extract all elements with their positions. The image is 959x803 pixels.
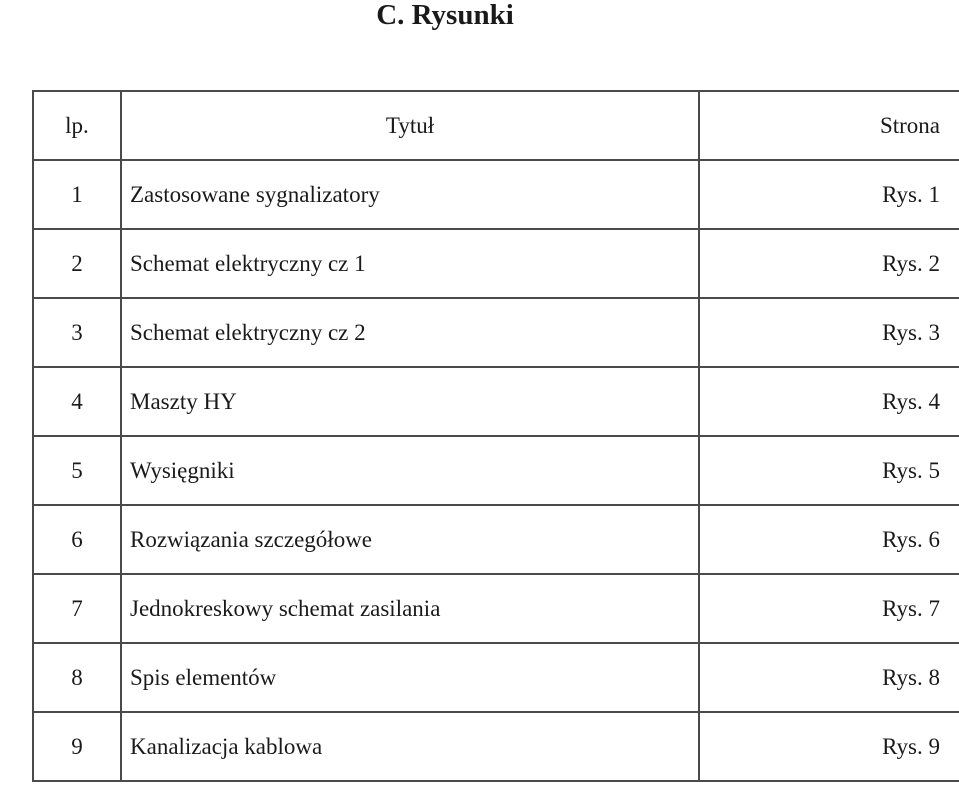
row-page: Rys. 3 bbox=[699, 298, 959, 367]
row-page: Rys. 4 bbox=[699, 367, 959, 436]
row-lp: 2 bbox=[33, 229, 121, 298]
header-page: Strona bbox=[699, 91, 959, 160]
table-row bbox=[33, 712, 959, 781]
row-title: Rozwiązania szczegółowe bbox=[121, 505, 699, 574]
table-row bbox=[33, 160, 959, 229]
row-page: Rys. 1 bbox=[699, 160, 959, 229]
header-lp: lp. bbox=[33, 91, 121, 160]
row-lp: 6 bbox=[33, 505, 121, 574]
row-title: Kanalizacja kablowa bbox=[121, 712, 699, 781]
row-lp: 7 bbox=[33, 574, 121, 643]
row-page: Rys. 5 bbox=[699, 436, 959, 505]
row-page: Rys. 8 bbox=[699, 643, 959, 712]
table-row bbox=[33, 436, 959, 505]
header-title: Tytuł bbox=[121, 91, 699, 160]
table-row bbox=[33, 574, 959, 643]
row-lp: 4 bbox=[33, 367, 121, 436]
page-title: C. Rysunki bbox=[376, 0, 514, 31]
figures-table bbox=[32, 90, 959, 782]
row-title: Jednokreskowy schemat zasilania bbox=[121, 574, 699, 643]
row-page: Rys. 7 bbox=[699, 574, 959, 643]
row-title: Spis elementów bbox=[121, 643, 699, 712]
row-title: Schemat elektryczny cz 1 bbox=[121, 229, 699, 298]
row-title: Zastosowane sygnalizatory bbox=[121, 160, 699, 229]
row-title: Maszty HY bbox=[121, 367, 699, 436]
row-lp: 5 bbox=[33, 436, 121, 505]
row-title: Wysięgniki bbox=[121, 436, 699, 505]
row-lp: 1 bbox=[33, 160, 121, 229]
row-lp: 8 bbox=[33, 643, 121, 712]
table-row bbox=[33, 298, 959, 367]
row-page: Rys. 6 bbox=[699, 505, 959, 574]
row-page: Rys. 2 bbox=[699, 229, 959, 298]
row-lp: 9 bbox=[33, 712, 121, 781]
table-row bbox=[33, 505, 959, 574]
row-title: Schemat elektryczny cz 2 bbox=[121, 298, 699, 367]
row-page: Rys. 9 bbox=[699, 712, 959, 781]
table-row bbox=[33, 367, 959, 436]
table-header-row bbox=[33, 91, 959, 160]
table-row bbox=[33, 229, 959, 298]
row-lp: 3 bbox=[33, 298, 121, 367]
table-row bbox=[33, 643, 959, 712]
